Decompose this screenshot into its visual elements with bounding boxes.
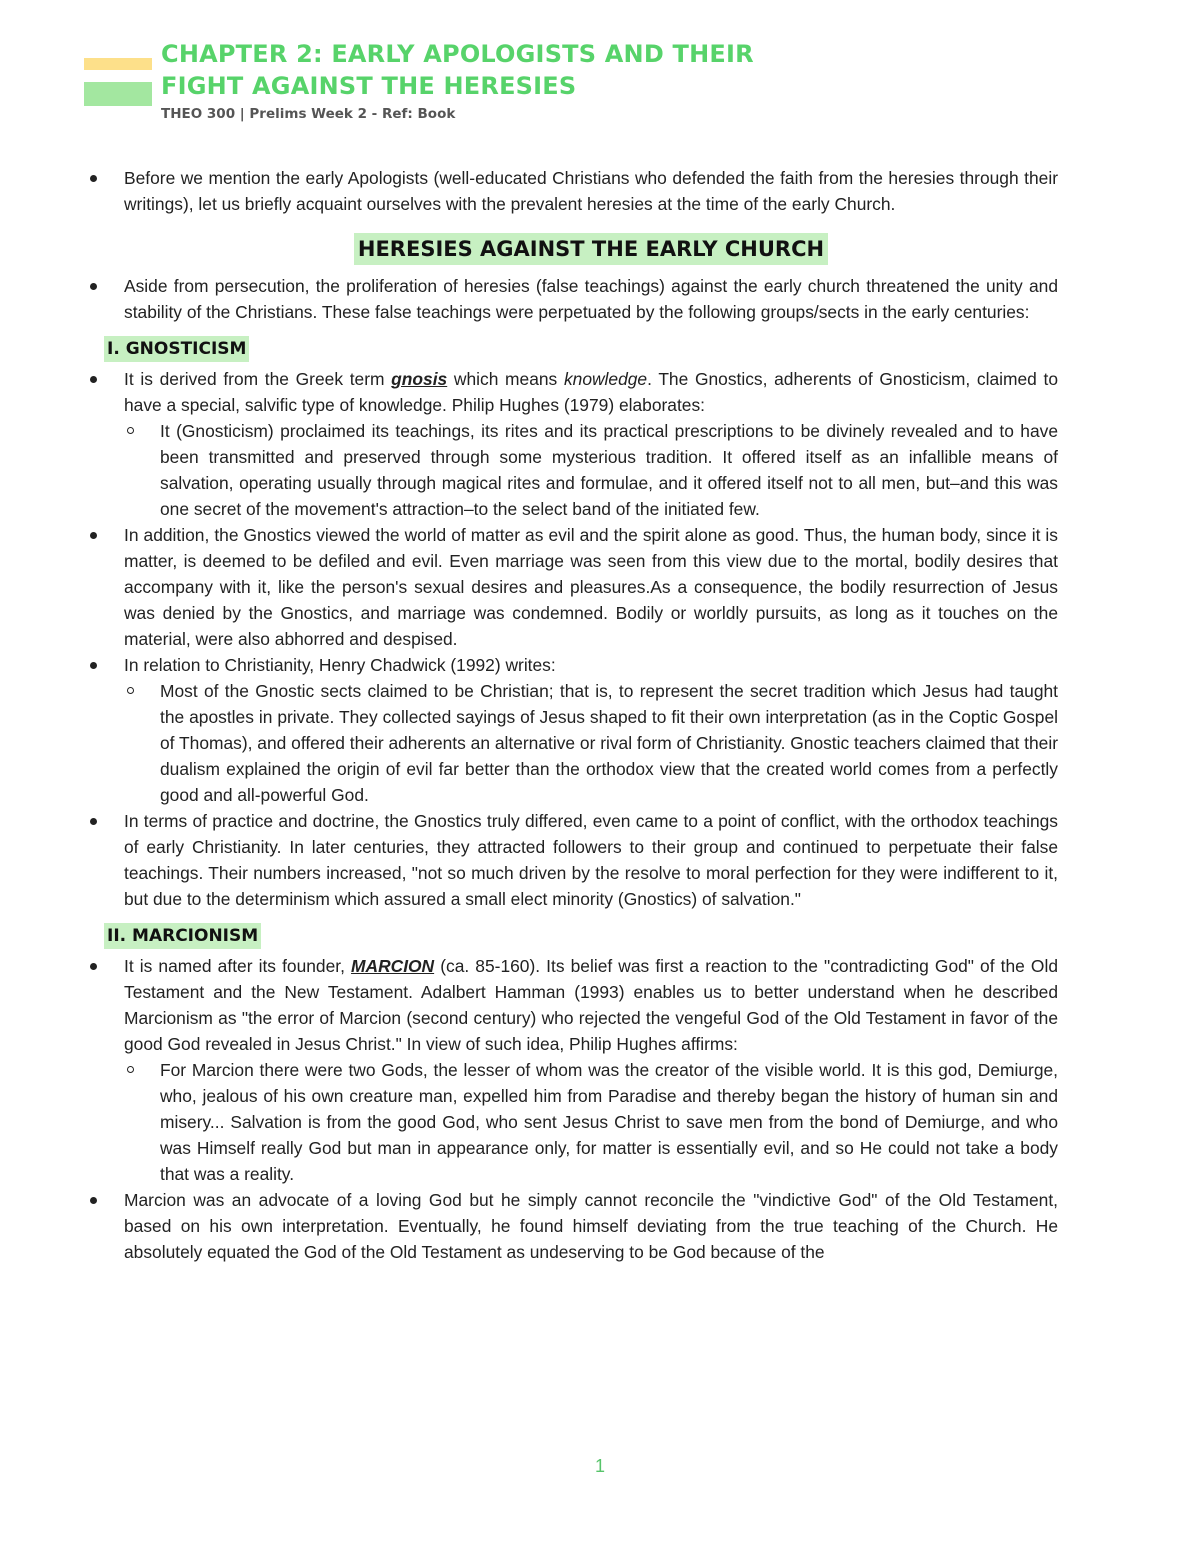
header-accent-green (84, 82, 152, 106)
intro-bullet: Before we mention the early Apologists (well-educated Christians who defended the faith from the heresies through their writings), let us briefly acquaint ourselves with the prevalent heresies at the time of the early Church. (124, 165, 1058, 217)
marcionism-quote-hughes: For Marcion there were two Gods, the lesser of whom was the creator of the visible world. It is this god, Demiurge, who, jealous of his own creature man, expelled him from Paradise and thereby began the history of human sin and misery... Salvation is from the good God, who sent Jesus Christ to save men from the bond of Demiurge, and who was Himself really God but man in appearance only, for matter is essentially evil, and so He could not take a body that was a reality. (160, 1057, 1058, 1187)
gnosticism-bullet-1 (124, 366, 1058, 418)
section-lead-bullet: Aside from persecution, the proliferation of heresies (false teachings) against the early church threatened the unity and stability of the Christians. These false teachings were perpetuated by the following groups/sects in the early centuries: (124, 273, 1058, 325)
term-knowledge: knowledge (563, 369, 648, 389)
text-run: which means (447, 369, 564, 389)
gnosticism-heading: I. GNOSTICISM (104, 336, 249, 362)
section-title-wrapper (124, 233, 1058, 265)
marcionism-bullet-2: Marcion was an advocate of a loving God but he simply cannot reconcile the "vindictive God" of the Old Testament, based on his own interpretation. Eventually, he found himself deviating from the true teaching of the Church. He absolutely equated the God of the Old Testament as undeserving to be God because of the (124, 1187, 1058, 1265)
chapter-title (161, 38, 754, 102)
chapter-title-line-2: FIGHT AGAINST THE HERESIES (161, 72, 577, 100)
text-run: (ca. 85-160). Its belief was first a reaction to the "contradicting God" of the Old Testament and the New Testament. Adalbert Hamman (1993) enables us to better understand when he described Marcionism as "the error of Marcion (second century) who rejected the vengeful God of the Old Testament in favor of the good God revealed in Jesus Christ." In view of such idea, Philip Hughes affirms: (124, 956, 1058, 1054)
header-accent-yellow (84, 58, 152, 70)
keyword-gnosis: gnosis (391, 369, 448, 389)
text-run: It is derived from the Greek term (124, 369, 392, 389)
document-body (107, 165, 1059, 1265)
gnosticism-bullet-2: In addition, the Gnostics viewed the world of matter as evil and the spirit alone as good. Thus, the human body, since it is matter, is deemed to be defiled and evil. Even marriage was seen from this view due to the mortal, bodily desires that accompany with it, like the person's sexual desires and pleasures.As a consequence, the bodily resurrection of Jesus was denied by the Gnostics, and marriage was condemned. Bodily or worldly pursuits, as long as it touches on the material, were also abhorred and despised. (124, 522, 1058, 652)
text-run: . The Gnostics, adherents of Gnosticism, claimed to have a special, salvific type of knowledge. Philip Hughes (1979) elaborates: (124, 369, 1059, 415)
gnosticism-quote-hughes: It (Gnosticism) proclaimed its teachings, its rites and its practical prescriptions to be divinely revealed and to have been transmitted and preserved through some mysterious tradition. It offered itself as an infallible means of salvation, operating usually through magical rites and formulae, and it offered itself not to all men, but–and this was one secret of the movement's attraction–to the select band of the initiated few. (160, 418, 1058, 522)
chapter-subtitle: THEO 300 | Prelims Week 2 - Ref: Book (161, 106, 456, 122)
gnosticism-bullet-4: In terms of practice and doctrine, the Gnostics truly differed, even came to a point of conflict, with the orthodox teachings of early Christianity. In later centuries, they attracted followers to their group and continued to perpetuate their false teachings. Their numbers increased, "not so much driven by the resolve to moral perfection for they were indifferent to it, but due to the determinism which assured a small elect minority (Gnostics) of salvation." (124, 808, 1058, 912)
text-run: It is named after its founder, (124, 956, 352, 976)
page-number: 1 (594, 1456, 605, 1476)
gnosticism-heading-wrapper (104, 335, 1058, 362)
keyword-marcion: MARCION (351, 956, 435, 976)
marcionism-heading: II. MARCIONISM (104, 923, 261, 949)
gnosticism-quote-chadwick: Most of the Gnostic sects claimed to be Christian; that is, to represent the secret tradition which Jesus had taught the apostles in private. They collected sayings of Jesus shaped to fit their own interpretation (as in the Coptic Gospel of Thomas), and offered their adherents an alternative or rival form of Christianity. Gnostic teachers claimed that their dualism explained the origin of evil far better than the orthodox view that the created world comes from a perfectly good and all-powerful God. (160, 678, 1058, 808)
gnosticism-bullet-3: In relation to Christianity, Henry Chadwick (1992) writes: (124, 652, 1058, 678)
chapter-title-line-1: CHAPTER 2: EARLY APOLOGISTS AND THEIR (161, 40, 754, 68)
section-title: HERESIES AGAINST THE EARLY CHURCH (354, 233, 828, 265)
marcionism-heading-wrapper (104, 922, 1058, 949)
marcionism-bullet-1 (124, 953, 1058, 1057)
